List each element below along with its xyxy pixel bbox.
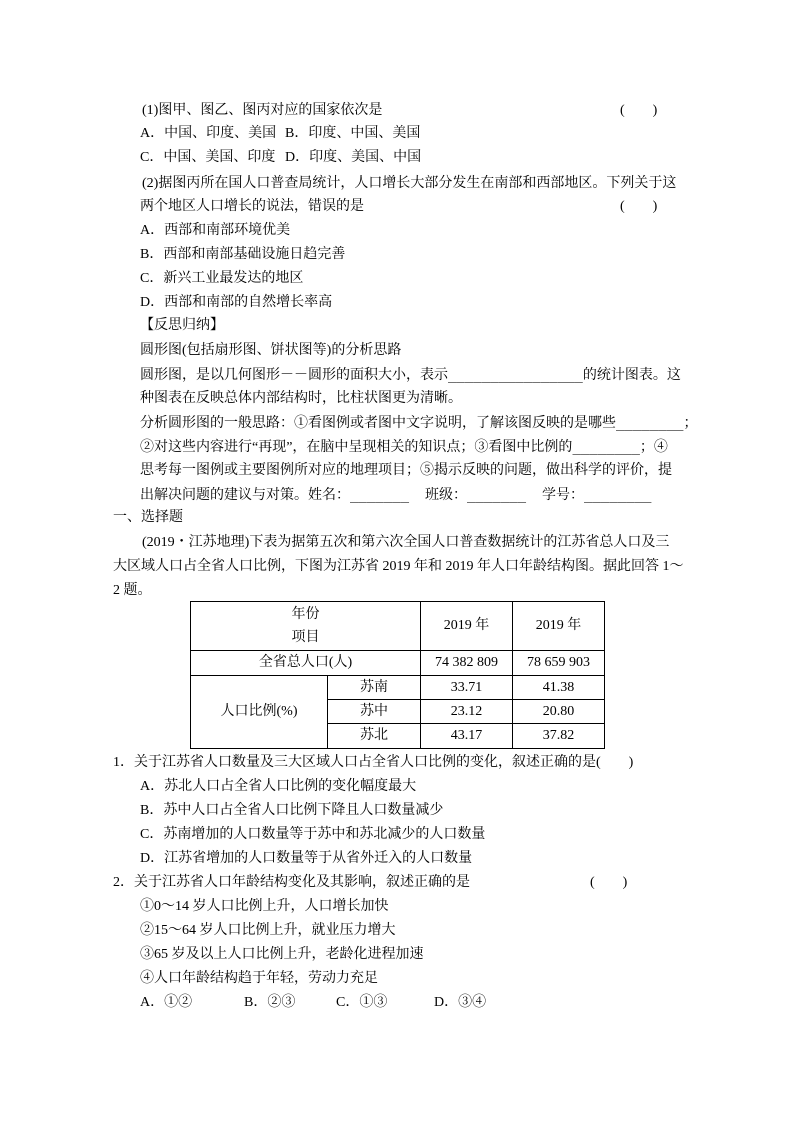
item-axis-label: 项目 <box>291 630 320 645</box>
reflection-heading: 【反思归纳】 <box>140 318 224 333</box>
question-1-stem: 1．关于江苏省人口数量及三大区域人口占全省人口比例的变化，叙述正确的是 <box>113 755 596 770</box>
ratio-value: 20.80 <box>513 700 605 724</box>
question-2-option-c: C．①③ <box>336 995 388 1010</box>
reflection-line-2: 种图表在反映总体内部结构时，比柱状图更为清晰。 <box>140 391 462 406</box>
reflection-text: 出解决问题的建议与对策。姓名： <box>140 488 350 503</box>
ratio-value: 41.38 <box>513 676 605 700</box>
intro-line-2: 大区域人口占全省人口比例，下图为江苏省 2019 年和 2019 年人口年龄结构图。据此回答 1～ <box>113 559 684 574</box>
class-label: 班级： <box>425 488 468 503</box>
ratio-value: 23.12 <box>421 700 513 724</box>
student-id-label: 学号： <box>542 488 585 503</box>
population-table <box>190 601 605 749</box>
sub-question-2-option-c: C．新兴工业最发达的地区 <box>140 271 304 286</box>
question-2-statement-4: ④人口年龄结构趋于年轻，劳动力充足 <box>140 971 378 986</box>
intro-line-3: 2 题。 <box>113 583 152 598</box>
year-axis-label: 年份 <box>291 607 320 622</box>
reflection-text: ； <box>683 416 698 431</box>
question-1 <box>113 753 633 773</box>
population-ratio-label: 人口比例(%) <box>191 676 328 749</box>
reflection-line-6 <box>140 485 651 505</box>
question-1-option-d: D．江苏省增加的人口数量等于从省外迁入的人口数量 <box>140 851 473 866</box>
question-2-statement-1: ①0～14 岁人口比例上升，人口增长加快 <box>140 899 389 914</box>
year-header: 2019 年 <box>421 602 513 651</box>
question-2-option-a: A．①② <box>140 995 193 1010</box>
section-title: 一、选择题 <box>113 510 183 525</box>
sub-question-2-option-a: A．西部和南部环境优美 <box>140 223 291 238</box>
answer-bracket: ( ) <box>620 103 658 118</box>
sub-question-2-option-b: B．西部和南部基础设施日趋完善 <box>140 247 346 262</box>
student-id-blank: ________ <box>584 487 652 503</box>
sub-question-1-option-c: C．中国、美国、印度 <box>140 150 276 165</box>
ratio-value: 37.82 <box>513 724 605 749</box>
reflection-text: 的统计图表。这 <box>582 368 681 383</box>
question-2-option-d: D．③④ <box>434 995 487 1010</box>
reflection-text: 圆形图，是以几何图形－－圆形的面积大小，表示 <box>140 368 448 383</box>
table-header-row <box>191 602 605 651</box>
reflection-text: ；④ <box>639 440 668 455</box>
name-blank: _______ <box>350 487 410 503</box>
sub-question-2-option-d: D．西部和南部的自然增长率高 <box>140 295 333 310</box>
question-2-statement-3: ③65 岁及以上人口比例上升，老龄化进程加速 <box>140 947 424 962</box>
region-label: 苏南 <box>328 676 421 700</box>
question-1-option-a: A．苏北人口占全省人口比例的变化幅度最大 <box>140 779 417 794</box>
sub-question-2-stem-line-2: 两个地区人口增长的说法，错误的是 <box>140 199 364 214</box>
year-header: 2019 年 <box>513 602 605 651</box>
fill-in-blank: ________ <box>616 415 684 431</box>
reflection-line-4 <box>140 437 668 457</box>
class-blank: _______ <box>467 487 527 503</box>
table-row <box>191 651 605 676</box>
ratio-value: 33.71 <box>421 676 513 700</box>
answer-bracket: ( ) <box>620 199 658 214</box>
reflection-text: ②对这些内容进行“再现”，在脑中呈现相关的知识点；③看图中比例的 <box>140 440 573 455</box>
question-2-option-b: B．②③ <box>244 995 296 1010</box>
table-row <box>191 676 605 700</box>
question-1-option-c: C．苏南增加的人口数量等于苏中和苏北减少的人口数量 <box>140 827 486 842</box>
table-corner-header <box>191 602 421 651</box>
question-1-option-b: B．苏中人口占全省人口比例下降且人口数量减少 <box>140 803 444 818</box>
answer-bracket: ( ) <box>590 875 628 890</box>
total-population-value: 74 382 809 <box>421 651 513 676</box>
sub-question-1-stem: (1)图甲、图乙、图丙对应的国家依次是 <box>142 103 383 118</box>
intro-line-1: (2019・江苏地理)下表为据第五次和第六次全国人口普查数据统计的江苏省总人口及三 <box>142 535 670 550</box>
question-2-statement-2: ②15～64 岁人口比例上升，就业压力增大 <box>140 923 396 938</box>
ratio-value: 43.17 <box>421 724 513 749</box>
sub-question-1-option-b: B．印度、中国、美国 <box>285 126 421 141</box>
region-label: 苏中 <box>328 700 421 724</box>
fill-in-blank: ________________ <box>448 367 583 383</box>
region-label: 苏北 <box>328 724 421 749</box>
reflection-line-5: 思考每一图例或主要图例所对应的地理项目；⑤揭示反映的问题，做出科学的评价，提 <box>140 463 672 478</box>
reflection-subheading: 圆形图(包括扇形图、饼状图等)的分析思路 <box>140 343 402 358</box>
question-2-stem: 2．关于江苏省人口年龄结构变化及其影响，叙述正确的是 <box>113 875 470 890</box>
reflection-line-1 <box>140 365 681 385</box>
sub-question-2-stem-line-1: (2)据图丙所在国人口普查局统计，人口增长大部分发生在南部和西部地区。下列关于这 <box>142 176 677 191</box>
fill-in-blank: ________ <box>572 439 640 455</box>
total-population-label: 全省总人口(人) <box>191 651 421 676</box>
reflection-text: 分析圆形图的一般思路：①看图例或者图中文字说明，了解该图反映的是哪些 <box>140 416 616 431</box>
total-population-value: 78 659 903 <box>513 651 605 676</box>
sub-question-1-option-a: A．中国、印度、美国 <box>140 126 277 141</box>
reflection-line-3 <box>140 413 697 433</box>
sub-question-1-option-d: D．印度、美国、中国 <box>285 150 422 165</box>
answer-bracket: ( ) <box>596 755 634 770</box>
